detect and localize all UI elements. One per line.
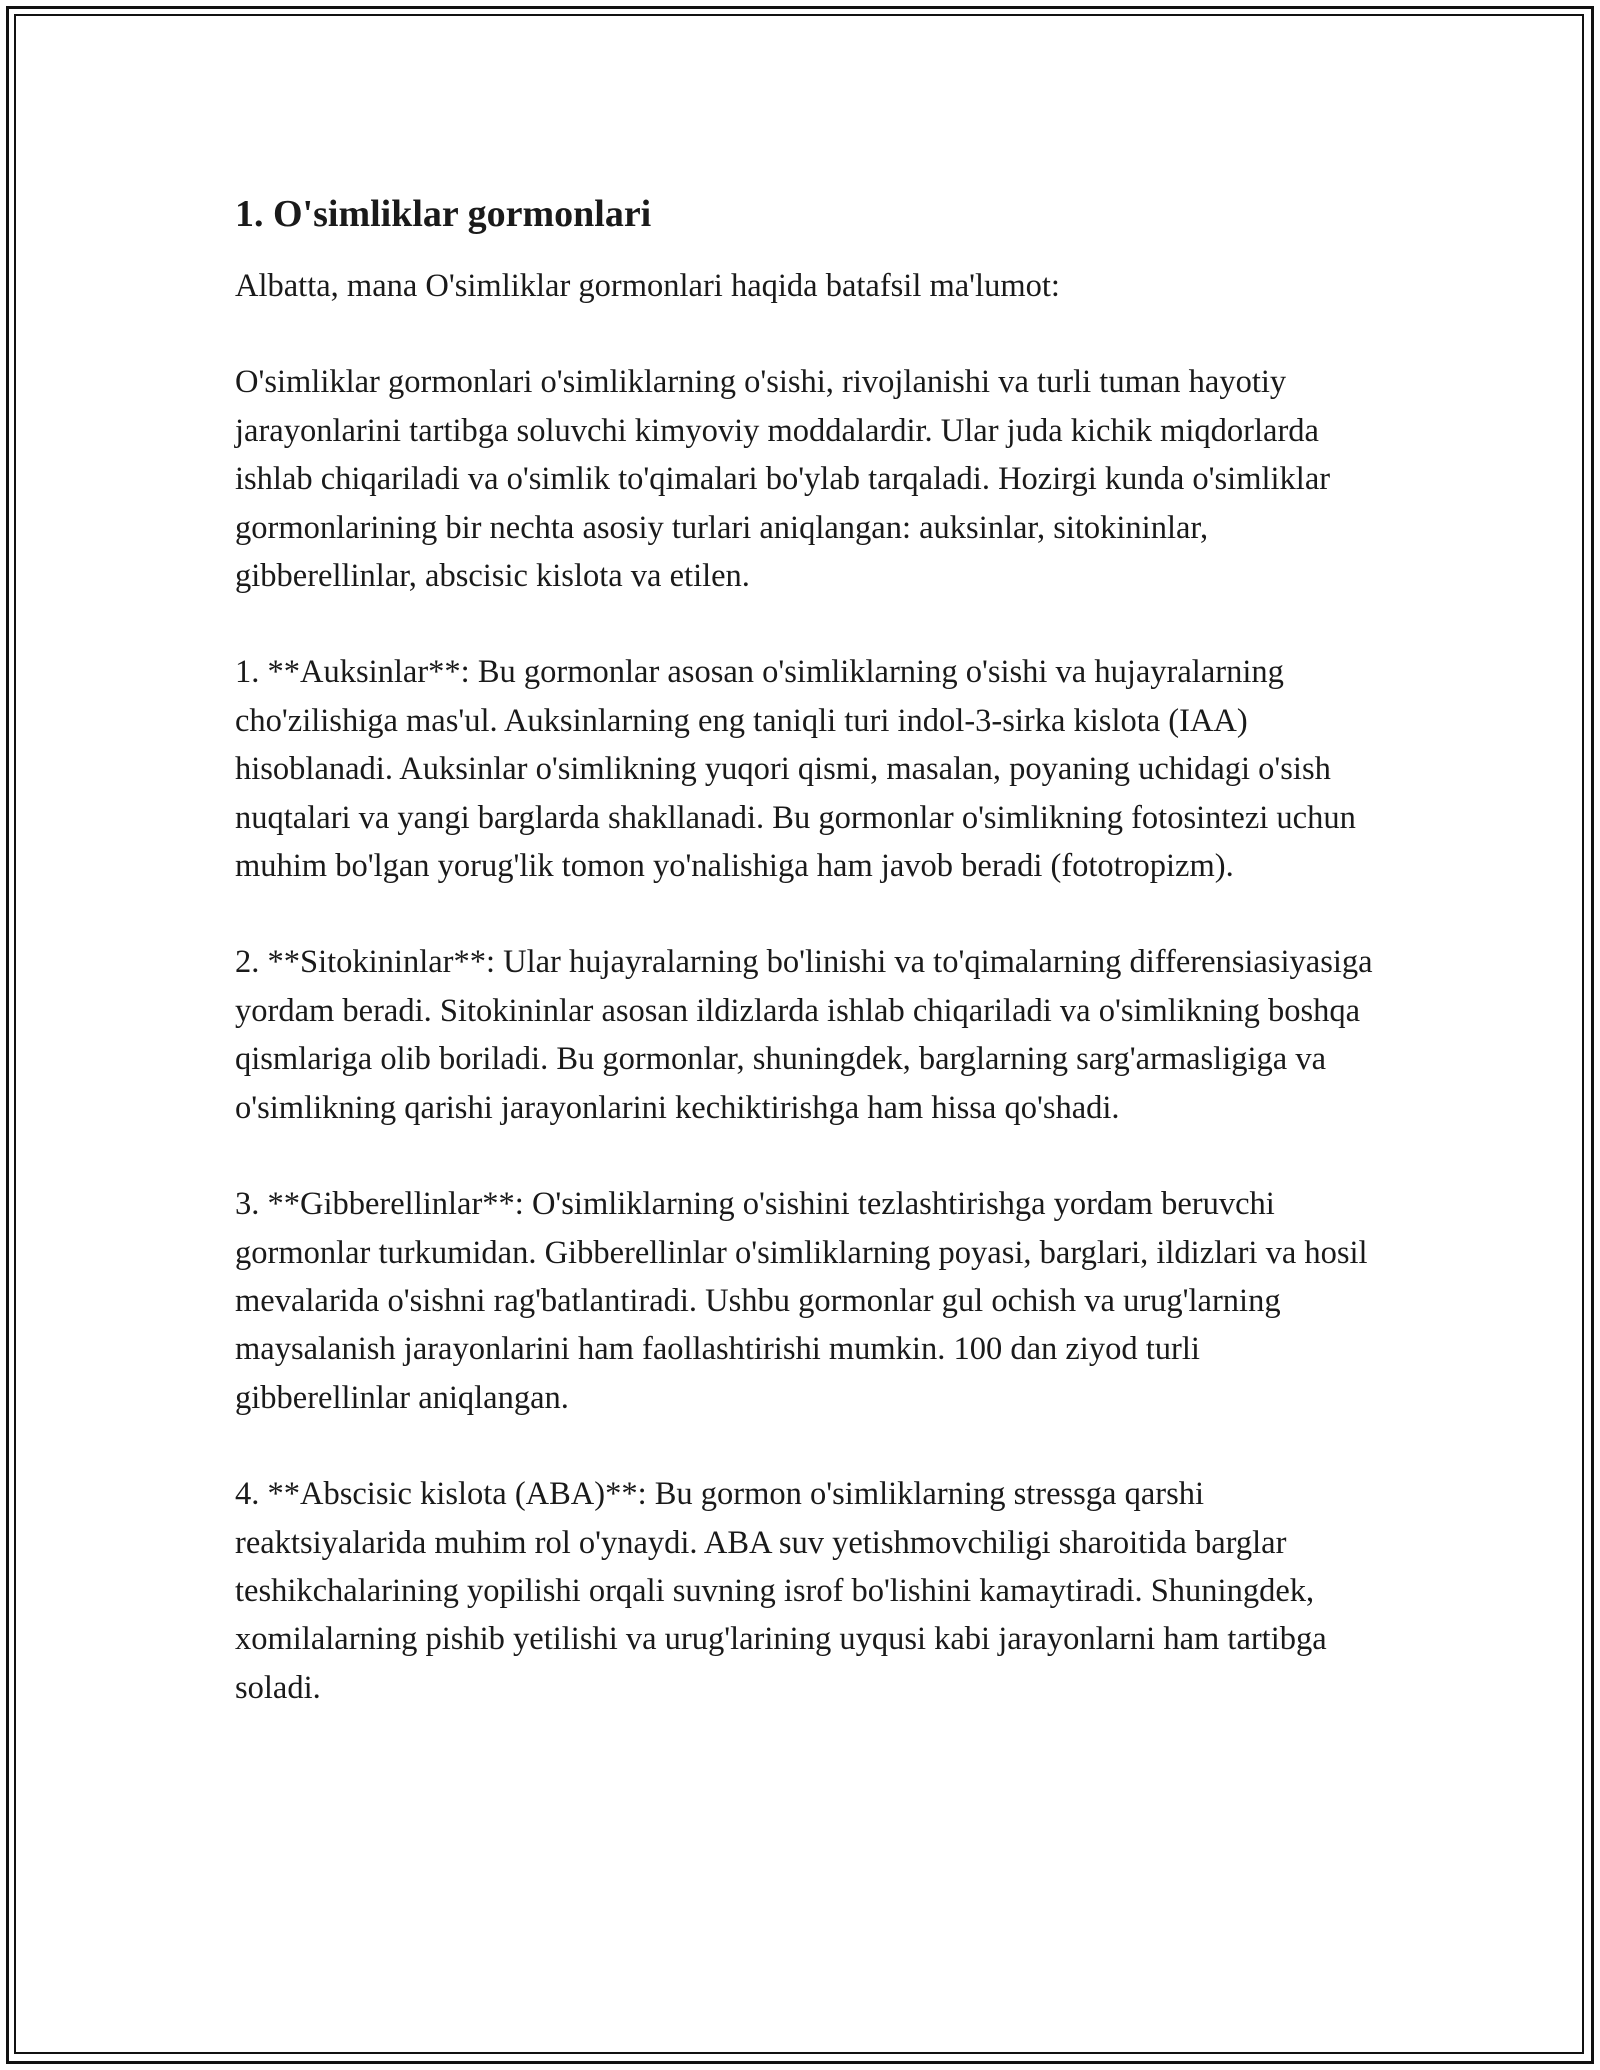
auxins-paragraph: 1. **Auksinlar**: Bu gormonlar asosan o'simliklarning o'sishi va hujayralarning cho'zilishiga mas'ul. Auksinlarning eng taniqli turi indol-3-sirka kislota (IAA) hisoblanadi. Auksinlar o'simlikning yuqori qismi, masalan, poyaning uchidagi o'sish nuqtalari va yangi barglarda shakllanadi. Bu gormonlar o'simlikning fotosintezi uchun muhim bo'lgan yorug'lik tomon yo'nalishiga ham javob beradi (fototropizm). [235, 654, 1356, 885]
abscisic-acid-paragraph: 4. **Abscisic kislota (ABA)**: Bu gormon o'simliklarning stressga qarshi reaktsiyalarida muhim rol o'ynaydi. ABA suv yetishmovchiligi sharoitida barglar teshikchalarining yopilishi orqali suvning isrof bo'lishini kamaytiradi. Shuningdek, xomilalarning pishib yetilishi va urug'larining uyqusi kabi jarayonlarni ham tartibga soladi. [235, 1476, 1327, 1706]
gibberellins-paragraph: 3. **Gibberellinlar**: O'simliklarning o'sishini tezlashtirishga yordam beruvchi gormonlar turkumidan. Gibberellinlar o'simliklarning poyasi, barglari, ildizlari va hosil mevalarida o'sishni rag'batlantiradi. Ushbu gormonlar gul ochish va urug'larning maysalanish jarayonlarini ham faollashtirishi mumkin. 100 dan ziyod turli gibberellinlar aniqlangan. [235, 1186, 1368, 1416]
overview-paragraph: O'simliklar gormonlari o'simliklarning o'sishi, rivojlanishi va turli tuman hayotiy jarayonlarini tartibga soluvchi kimyoviy moddalardir. Ular juda kichik miqdorlarda ishlab chiqariladi va o'simlik to'qimalari bo'ylab tarqaladi. Hozirgi kunda o'simliklar gormonlarining bir nechta asosiy turlari aniqlangan: auksinlar, sitokininlar, gibberellinlar, abscisic kislota va etilen. [235, 364, 1331, 595]
intro-paragraph: Albatta, mana O'simliklar gormonlari haqida batafsil ma'lumot: [235, 268, 1060, 304]
document-body [235, 188, 1375, 1760]
document-title: 1. O'simliklar gormonlari [235, 193, 652, 235]
cytokinins-paragraph: 2. **Sitokininlar**: Ular hujayralarning bo'linishi va to'qimalarning differensiasiyasiga yordam beradi. Sitokininlar asosan ildizlarda ishlab chiqariladi va o'simlikning boshqa qismlariga olib boriladi. Bu gormonlar, shuningdek, barglarning sarg'armasligiga va o'simlikning qarishi jarayonlarini kechiktirishga ham hissa qo'shadi. [235, 944, 1373, 1126]
